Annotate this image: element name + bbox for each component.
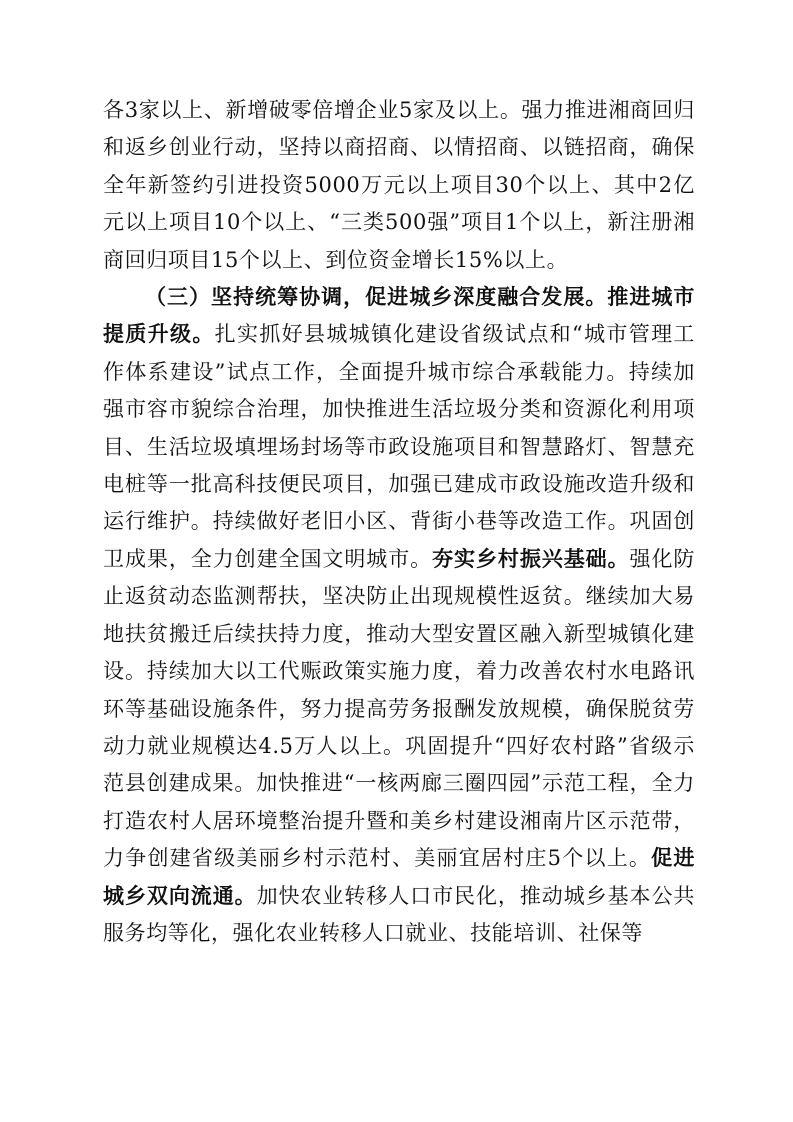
paragraph-text: 加快农业转移人口市民化，推动城乡基本公共服务均等化，强化农业转移人口就业、技能培训、社保等: [103, 883, 696, 945]
subsection-heading: 夯实乡村振兴基础。: [432, 546, 630, 571]
paragraph-text: 强化防止返贫动态监测帮扶，坚决防止出现规模性返贫。继续加大易地扶贫搬迁后续扶持力度，推动大型安置区融入新型城镇化建设。持续加大以工代赈政策实施力度，着力改善农村水电路讯环等基础设施条件，努力提高劳务报酬发放规模，确保脱贫劳动力就业规模达4.5万人以上。巩固提升“四好农村路”省级示范县创建成果。加快推进“一核两廊三圈四园”示范工程，全力打造农村人居环境整治提升暨和美乡村建设湘南片区示范带，力争创建省级美丽乡村示范村、美丽宜居村庄5个以上。: [103, 546, 696, 871]
section-heading: （三）坚持统筹协调，促进城乡深度融合发展。推进城市提质升级。: [103, 285, 695, 347]
paragraph-text: 各3家以上、新增破零倍增企业5家及以上。强力推进湘商回归和返乡创业行动，坚持以商招商、以情招商、以链招商，确保全年新签约引进投资5000万元以上项目30个以上、其中2亿元以上项目10个以上、“三类500强”项目1个以上，新注册湘商回归项目15个以上、到位资金增长15%以上。: [103, 98, 695, 272]
document-body: [103, 92, 695, 952]
subsection-heading: 促进城乡双向流通。: [103, 846, 696, 908]
paragraph-text: 扎实抓好县城城镇化建设省级试点和“城市管理工作体系建设”试点工作，全面提升城市综合承载能力。持续加强市容市貌综合治理，加快推进生活垃圾分类和资源化利用项目、生活垃圾填埋场封场等市政设施项目和智慧路灯、智慧充电桩等一批高科技便民项目，加强已建成市政设施改造升级和运行维护。持续做好老旧小区、背街小巷等改造工作。巩固创卫成果，全力创建全国文明城市。: [103, 322, 696, 571]
paragraph-2: [103, 279, 695, 952]
paragraph-1: [103, 92, 695, 279]
